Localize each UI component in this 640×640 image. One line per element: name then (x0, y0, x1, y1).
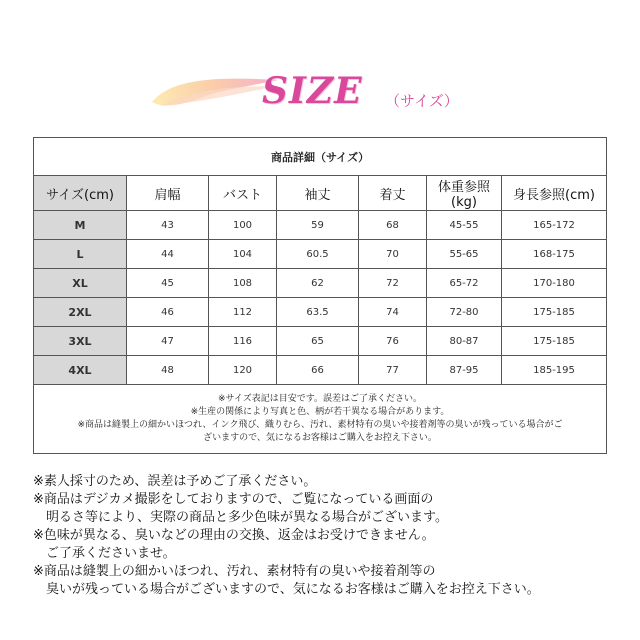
table-body (34, 211, 607, 385)
table-cell: 104 (209, 240, 277, 269)
column-header: 体重参照 (kg) (427, 176, 502, 211)
table-caption: 商品詳細（サイズ） (34, 138, 607, 176)
size-label-cell: XL (34, 269, 127, 298)
column-header: バスト (209, 176, 277, 211)
table-cell: 116 (209, 327, 277, 356)
table-cell: 112 (209, 298, 277, 327)
table-cell: 77 (359, 356, 427, 385)
table-cell: 175-185 (502, 327, 607, 356)
table-cell: 44 (127, 240, 209, 269)
table-row (34, 327, 607, 356)
table-cell: 66 (277, 356, 359, 385)
table-cell: 65-72 (427, 269, 502, 298)
bottom-note-line: ※商品はデジカメ撮影をしておりますので、ご覧になっている画面の (33, 492, 434, 507)
bottom-note-line: 臭いが残っている場合がございますので、気になるお客様はご購入をお控え下さい。 (33, 582, 540, 597)
size-label-cell: L (34, 240, 127, 269)
table-note-line: ※商品は縫製上の細かいほつれ、インク飛び、織りむら、汚れ、素材特有の臭いや接着剤等の臭いが残っている場合がご (77, 420, 563, 430)
page-header (0, 40, 640, 130)
table-row (34, 211, 607, 240)
table-cell: 165-172 (502, 211, 607, 240)
table-row (34, 356, 607, 385)
table-row (34, 240, 607, 269)
table-cell: 87-95 (427, 356, 502, 385)
table-header-row (34, 176, 607, 211)
table-cell: 63.5 (277, 298, 359, 327)
table-cell: 62 (277, 269, 359, 298)
table-row (34, 269, 607, 298)
table-cell: 175-185 (502, 298, 607, 327)
table-note-line: ※生産の関係により写真と色、柄が若干異なる場合があります。 (190, 407, 450, 417)
table-note-line: ざいますので、気になるお客様はご購入をお控え下さい。 (203, 433, 437, 443)
table-cell: 48 (127, 356, 209, 385)
size-label-cell: 2XL (34, 298, 127, 327)
table-cell: 46 (127, 298, 209, 327)
bottom-note-line: ※色味が異なる、臭いなどの理由の交換、返金はお受けできません。 (33, 528, 435, 543)
table-cell: 80-87 (427, 327, 502, 356)
table-cell: 72 (359, 269, 427, 298)
table-cell: 168-175 (502, 240, 607, 269)
table-cell: 72-80 (427, 298, 502, 327)
table-cell: 43 (127, 211, 209, 240)
column-header: 肩幅 (127, 176, 209, 211)
table-cell: 185-195 (502, 356, 607, 385)
bottom-note-line: ※商品は縫製上の細かいほつれ、汚れ、素材特有の臭いや接着剤等の (33, 564, 436, 579)
table-notes (34, 385, 607, 454)
column-header: サイズ(cm) (34, 176, 127, 211)
table-cell: 65 (277, 327, 359, 356)
size-label-cell: 4XL (34, 356, 127, 385)
table-cell: 55-65 (427, 240, 502, 269)
bottom-note-line: ご了承くださいませ。 (33, 546, 176, 561)
table-cell: 170-180 (502, 269, 607, 298)
column-header: 着丈 (359, 176, 427, 211)
table-cell: 47 (127, 327, 209, 356)
table-cell: 68 (359, 211, 427, 240)
table-cell: 100 (209, 211, 277, 240)
table-row (34, 298, 607, 327)
table-cell: 60.5 (277, 240, 359, 269)
size-title: SIZE (262, 70, 363, 112)
table-note-line: ※サイズ表記は目安です。誤差はご了承ください。 (217, 394, 423, 404)
brush-stroke-decoration (150, 72, 280, 112)
table-cell: 120 (209, 356, 277, 385)
table-cell: 70 (359, 240, 427, 269)
table-cell: 74 (359, 298, 427, 327)
size-table-container (33, 137, 606, 454)
bottom-note-line: ※素人採寸のため、誤差は予めご了承ください。 (33, 474, 317, 489)
size-table (33, 137, 607, 454)
size-subtitle: （サイズ） (385, 92, 459, 110)
bottom-note-line: 明るさ等により、実際の商品と多少色味が異なる場合がございます。 (33, 510, 448, 525)
table-cell: 108 (209, 269, 277, 298)
table-cell: 59 (277, 211, 359, 240)
column-header: 袖丈 (277, 176, 359, 211)
table-cell: 45 (127, 269, 209, 298)
table-cell: 76 (359, 327, 427, 356)
column-header: 身長参照(cm) (502, 176, 607, 211)
table-cell: 45-55 (427, 211, 502, 240)
size-label-cell: M (34, 211, 127, 240)
size-label-cell: 3XL (34, 327, 127, 356)
bottom-notes (33, 473, 623, 599)
